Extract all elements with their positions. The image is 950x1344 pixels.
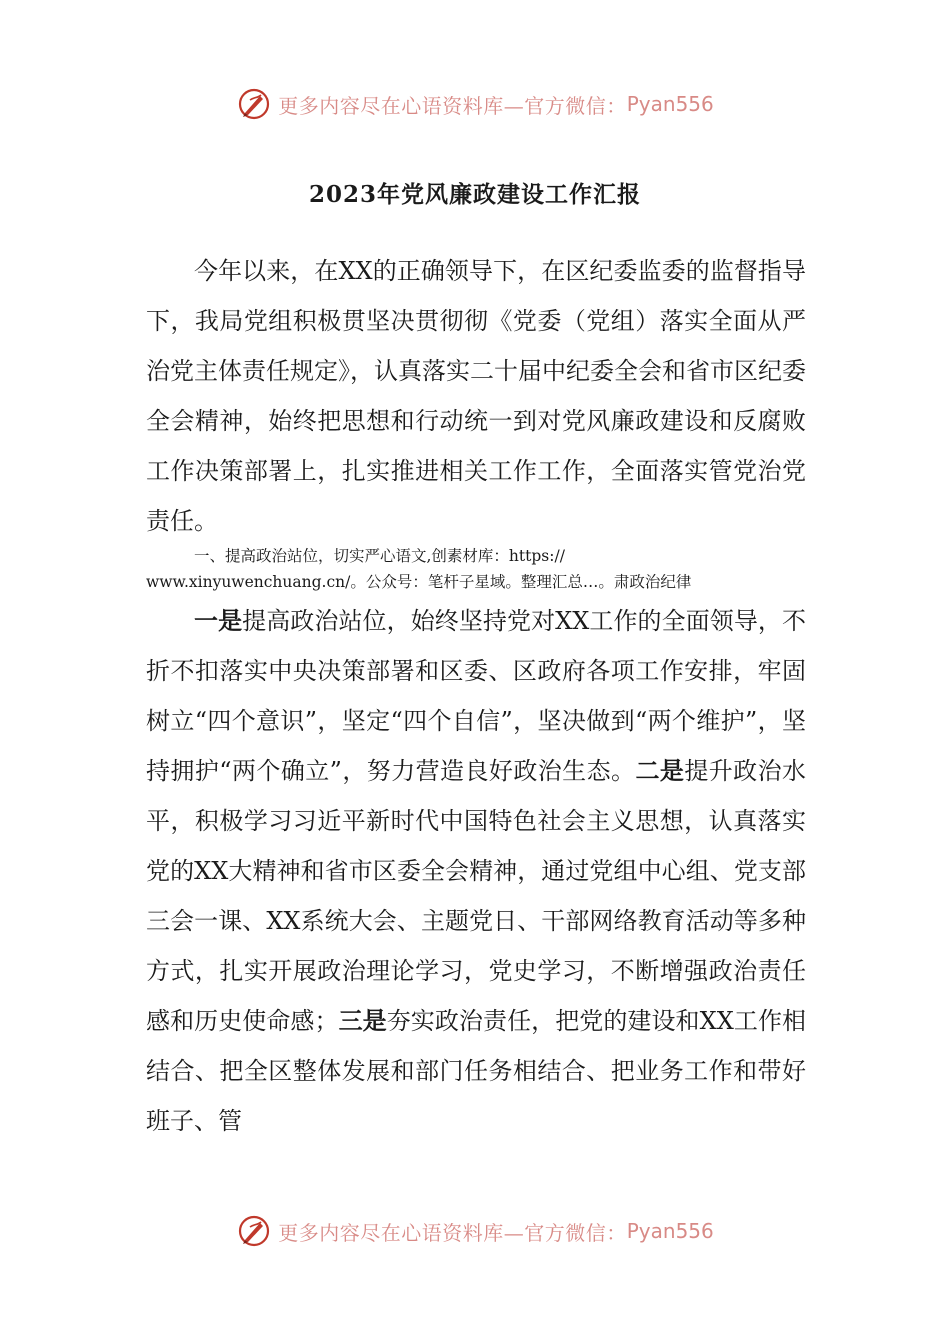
pen-brush-logo-icon bbox=[236, 86, 272, 122]
document-title: 2023年党风廉政建设工作汇报 bbox=[308, 181, 641, 208]
watermark-header bbox=[0, 84, 950, 124]
watermark-wechat-id: Pyan556 bbox=[626, 1219, 714, 1243]
watermark-text: 更多内容尽在心语资料库—官方微信： bbox=[278, 1220, 627, 1245]
ad-line-2: www.xinyuwenchuang.cn/。公众号：笔杆子星域。整理汇总…。肃政治纪律 bbox=[146, 573, 692, 591]
intro-paragraph: 今年以来，在XX的正确领导下，在区纪委监委的监督指导下，我局党组积极贯坚决贯彻彻《党委（党组）落实全面从严治党主体责任规定》，认真落实二十届中纪委全会和省市区纪委全会精神，始终把思想和行动统一到对党风廉政建设和反腐败工作决策部署上，扎实推进相关工作工作，全面落实管党治党责任。 bbox=[146, 257, 806, 535]
ad-line-1: 一、提高政治站位，切实严心语文,创素材库：https:// bbox=[194, 547, 565, 565]
lead-marker-2: 二是 bbox=[635, 756, 685, 785]
lead-marker-1: 一是 bbox=[194, 606, 243, 635]
watermark-wechat-id: Pyan556 bbox=[626, 92, 714, 116]
section-1-text-1: 提高政治站位，始终坚持党对XX工作的全面领导，不折不扣落实中央决策部署和区委、区政府各项工作安排，牢固树立“四个意识”，坚定“四个自信”，坚决做到“两个维护”，坚持拥护“两个确立”，努力营造良好政治生态。 bbox=[146, 607, 807, 785]
section-1-text-3: 夯实政治责任，把党的建设和XX工作相结合、把全区整体发展和部门任务相结合、把业务工作和带好班子、管 bbox=[146, 1007, 807, 1135]
section-1-paragraph bbox=[146, 596, 806, 1146]
watermark-text: 更多内容尽在心语资料库—官方微信： bbox=[278, 93, 627, 118]
inserted-ad-text bbox=[146, 543, 806, 595]
lead-marker-3: 三是 bbox=[338, 1006, 387, 1035]
watermark-footer bbox=[0, 1211, 950, 1251]
section-1-text-2: 提升政治水平，积极学习习近平新时代中国特色社会主义思想，认真落实党的XX大精神和省市区委全会精神，通过党组中心组、党支部三会一课、XX系统大会、主题党日、干部网络教育活动等多种方式，扎实开展政治理论学习，党史学习，不断增强政治责任感和历史使命感； bbox=[146, 757, 807, 1035]
pen-brush-logo-icon bbox=[236, 1213, 272, 1249]
